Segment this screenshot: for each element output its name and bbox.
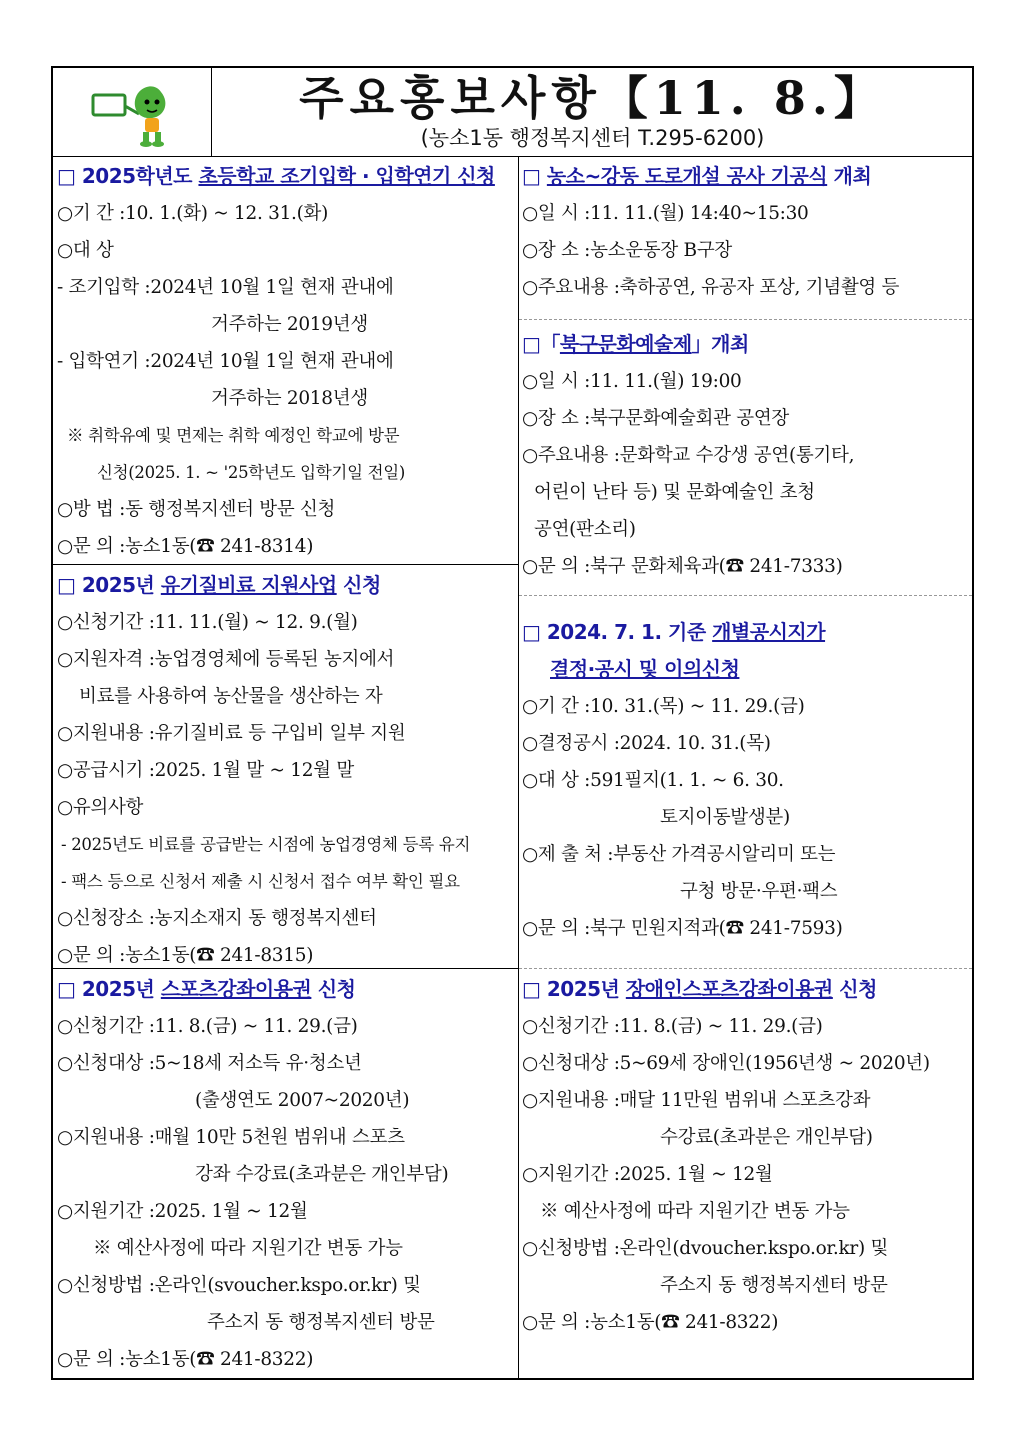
info-value: 북구문화예술회관 공연장 — [590, 408, 789, 429]
info-line — [57, 900, 517, 937]
info-label: ○장 소 : — [522, 408, 591, 429]
info-line-continued: (출생연도 2007~2020년) — [195, 1090, 410, 1111]
mascot-icon — [53, 68, 211, 156]
info-value: 농소1동(☎ 241-8314) — [125, 536, 314, 557]
heading-suffix: 개최 — [827, 164, 872, 188]
info-label: ○제 출 처 : — [522, 844, 614, 865]
info-line — [57, 491, 517, 528]
info-line-continued: 거주하는 2018년생 — [211, 388, 368, 409]
info-line-continued: 수강료(초과분은 개인부담) — [660, 1127, 873, 1148]
info-label: ○지원자격 : — [57, 649, 155, 670]
heading-link[interactable]: 스포츠강좌이용권 — [160, 977, 312, 1001]
info-line-continued: ※ 취학유예 및 면제는 취학 예정인 학교에 방문 — [67, 426, 400, 445]
info-line — [522, 1082, 972, 1119]
info-line-continued: 거주하는 2019년생 — [211, 314, 368, 335]
info-label: ○장 소 : — [522, 240, 591, 261]
heading-prefix: □ 2025년 — [57, 977, 161, 1001]
info-label: ○지원내용 : — [57, 1127, 155, 1148]
info-line — [57, 641, 517, 678]
info-line — [57, 232, 517, 269]
info-line-continued: - 2025년도 비료를 공급받는 시점에 농업경영체 등록 유지 — [61, 835, 471, 854]
info-line — [522, 269, 972, 306]
info-label: ○지원기간 : — [522, 1164, 620, 1185]
page-subtitle: (농소1동 행정복지센터 T.295-6200) — [420, 126, 765, 150]
info-value: 부동산 가격공시알리미 또는 — [613, 844, 836, 865]
info-value — [143, 789, 517, 826]
info-label: ○일 시 : — [522, 203, 591, 224]
info-line — [57, 715, 517, 752]
info-label: ○대 상 — [57, 240, 114, 261]
section-heading — [522, 971, 972, 1008]
info-value — [114, 232, 517, 269]
info-line-continued: 비료를 사용하여 농산물을 생산하는 자 — [79, 686, 383, 707]
info-line — [522, 725, 972, 762]
section-heading — [522, 614, 972, 651]
info-label: ○신청방법 : — [522, 1238, 620, 1259]
column-divider — [518, 156, 519, 1378]
info-value: 10. 31.(목) ~ 11. 29.(금) — [590, 696, 805, 717]
heading-link[interactable]: 유기질비료 지원사업 — [160, 573, 337, 597]
info-line-continued: 구청 방문·우편·팩스 — [680, 881, 838, 902]
info-line — [57, 1119, 517, 1156]
info-line — [522, 688, 972, 725]
section-bukgu-festival — [522, 326, 972, 585]
info-line — [522, 910, 972, 947]
heading-prefix: □ 2025학년도 — [57, 164, 199, 188]
info-line-continued: 토지이동발생분) — [660, 807, 790, 828]
info-value: 동 행정복지센터 방문 신청 — [125, 499, 336, 520]
info-label: ○결정공시 : — [522, 733, 620, 754]
info-value: 2024년 10월 1일 현재 관내에 — [150, 277, 394, 298]
mascot-logo — [53, 68, 212, 156]
info-label: ○문 의 : — [522, 918, 591, 939]
heading-suffix: 」개최 — [691, 332, 749, 356]
info-value: 온라인(dvoucher.kspo.or.kr) 및 — [619, 1238, 889, 1259]
section-organic-fertilizer — [57, 567, 517, 974]
info-label: - 조기입학 : — [57, 277, 151, 298]
info-value: 북구 문화체육과(☎ 241-7333) — [590, 556, 843, 577]
info-label: ○신청장소 : — [57, 908, 155, 929]
info-label: ○신청기간 : — [57, 1016, 155, 1037]
section-heading — [522, 158, 972, 195]
info-label: ○지원기간 : — [57, 1201, 155, 1222]
info-value: 591필지(1. 1. ~ 6. 30. — [590, 770, 784, 791]
heading-link[interactable]: 농소~강동 도로개설 공사 기공식 — [546, 164, 828, 188]
heading-prefix: □ — [522, 164, 547, 188]
info-value: 11. 8.(금) ~ 11. 29.(금) — [619, 1016, 823, 1037]
section-heading — [57, 158, 517, 195]
info-label: ○주요내용 : — [522, 445, 620, 466]
section-sports-voucher — [57, 971, 517, 1378]
info-line — [522, 1156, 972, 1193]
info-value: 농소1동(☎ 241-8322) — [590, 1312, 779, 1333]
heading-link[interactable]: 초등학교 조기입학 · 입학연기 신청 — [198, 164, 495, 188]
info-line-continued: 공연(판소리) — [534, 519, 636, 540]
info-line — [57, 752, 517, 789]
info-line-continued: - 팩스 등으로 신청서 제출 시 신청서 접수 여부 확인 필요 — [61, 872, 460, 891]
info-line — [57, 343, 517, 380]
info-value: 2024년 10월 1일 현재 관내에 — [150, 351, 394, 372]
info-label: ○문 의 : — [57, 536, 126, 557]
info-label: - 입학연기 : — [57, 351, 151, 372]
right-separator-2 — [519, 595, 972, 596]
info-line-continued: 강좌 수강료(초과분은 개인부담) — [195, 1164, 449, 1185]
info-value: 11. 11.(월) ~ 12. 9.(월) — [154, 612, 358, 633]
info-line-continued: 주소지 동 행정복지센터 방문 — [660, 1275, 888, 1296]
section-heading — [57, 971, 517, 1008]
info-label: ○문 의 : — [522, 1312, 591, 1333]
info-line — [522, 1045, 972, 1082]
info-value: 2025. 1월 말 ~ 12월 말 — [154, 760, 354, 781]
info-value: 농소1동(☎ 241-8315) — [125, 945, 314, 966]
info-label: ○공급시기 : — [57, 760, 155, 781]
left-separator-1 — [53, 564, 519, 565]
info-value: 농지소재지 동 행정복지센터 — [154, 908, 377, 929]
info-value: 북구 민원지적과(☎ 241-7593) — [590, 918, 843, 939]
info-line — [522, 836, 972, 873]
info-line — [522, 1008, 972, 1045]
section-heading — [57, 567, 517, 604]
info-value: 문화학교 수강생 공연(통기타, — [619, 445, 855, 466]
heading-link[interactable]: 결정·공시 및 이의신청 — [550, 657, 740, 681]
info-label: ○일 시 : — [522, 371, 591, 392]
right-separator-1 — [519, 319, 972, 320]
info-value: 온라인(svoucher.kspo.or.kr) 및 — [154, 1275, 421, 1296]
info-label: ○대 상 : — [522, 770, 591, 791]
info-value: 11. 8.(금) ~ 11. 29.(금) — [154, 1016, 358, 1037]
info-value: 2025. 1월 ~ 12월 — [154, 1201, 308, 1222]
info-line — [57, 1267, 517, 1304]
info-line-continued: ※ 예산사정에 따라 지원기간 변동 가능 — [93, 1238, 403, 1259]
info-line — [522, 400, 972, 437]
info-label: ○신청기간 : — [522, 1016, 620, 1037]
info-line — [57, 195, 517, 232]
heading-link[interactable]: 개별공시지가 — [712, 620, 826, 644]
page-title: 주요홍보사항【11. 8.】 — [299, 71, 886, 125]
info-label: ○신청방법 : — [57, 1275, 155, 1296]
info-line — [522, 437, 972, 474]
info-label: ○신청기간 : — [57, 612, 155, 633]
info-line — [522, 1304, 972, 1341]
info-value: 10. 1.(화) ~ 12. 31.(화) — [125, 203, 329, 224]
section-road-ceremony — [522, 158, 972, 306]
info-line — [57, 1045, 517, 1082]
section-disabled-sports-voucher — [522, 971, 972, 1341]
heading-prefix: □ 2025년 — [57, 573, 161, 597]
info-label: ○문 의 : — [57, 945, 126, 966]
info-value: 농소운동장 B구장 — [590, 240, 732, 261]
info-value: 농업경영체에 등록된 농지에서 — [154, 649, 395, 670]
info-label: ○주요내용 : — [522, 277, 620, 298]
info-label: ○지원내용 : — [57, 723, 155, 744]
info-label: ○유의사항 — [57, 797, 144, 818]
info-line — [522, 195, 972, 232]
info-label: ○문 의 : — [57, 1349, 126, 1370]
info-line — [57, 1193, 517, 1230]
info-value: 농소1동(☎ 241-8322) — [125, 1349, 314, 1370]
section-heading — [522, 326, 972, 363]
heading-link[interactable]: 장애인스포츠강좌이용권 — [625, 977, 833, 1001]
info-line — [57, 528, 517, 565]
info-label: ○기 간 : — [522, 696, 591, 717]
left-separator-2 — [53, 968, 519, 969]
info-line — [522, 762, 972, 799]
heading-suffix: 신청 — [336, 573, 381, 597]
info-label: ○문 의 : — [522, 556, 591, 577]
info-line — [57, 269, 517, 306]
info-line — [522, 363, 972, 400]
info-line-continued: 어린이 난타 등) 및 문화예술인 초청 — [534, 482, 815, 503]
info-value: 유기질비료 등 구입비 일부 지원 — [154, 723, 406, 744]
section-land-price — [522, 614, 972, 947]
info-line — [57, 604, 517, 641]
info-label: ○지원내용 : — [522, 1090, 620, 1111]
info-line-continued: ※ 예산사정에 따라 지원기간 변동 가능 — [540, 1201, 850, 1222]
right-separator-3 — [519, 968, 972, 969]
info-line-continued: 신청(2025. 1. ~ '25학년도 입학기일 전일) — [97, 463, 406, 482]
header — [53, 68, 972, 157]
info-line — [522, 548, 972, 585]
info-value: 2025. 1월 ~ 12월 — [619, 1164, 773, 1185]
info-line-continued: 주소지 동 행정복지센터 방문 — [207, 1312, 435, 1333]
heading-prefix: □ 2025년 — [522, 977, 626, 1001]
info-value: 축하공연, 유공자 포상, 기념촬영 등 — [619, 277, 900, 298]
heading-link[interactable]: 북구문화예술제 — [559, 332, 692, 356]
info-value: 11. 11.(월) 14:40~15:30 — [590, 203, 809, 224]
info-line — [57, 1341, 517, 1378]
info-line — [57, 789, 517, 826]
section-heading-line2 — [522, 651, 972, 688]
info-label: ○신청대상 : — [57, 1053, 155, 1074]
info-label: ○기 간 : — [57, 203, 126, 224]
info-label: ○신청대상 : — [522, 1053, 620, 1074]
info-value: 매월 10만 5천원 범위내 스포츠 — [154, 1127, 405, 1148]
heading-suffix: 신청 — [832, 977, 877, 1001]
heading-prefix: □「 — [522, 332, 560, 356]
info-value: 5~69세 장애인(1956년생 ~ 2020년) — [619, 1053, 930, 1074]
notice-frame — [51, 66, 974, 1380]
info-value: 매달 11만원 범위내 스포츠강좌 — [619, 1090, 871, 1111]
info-line — [57, 1008, 517, 1045]
heading-prefix: □ 2024. 7. 1. 기준 — [522, 620, 713, 644]
info-label: ○방 법 : — [57, 499, 126, 520]
info-value: 2024. 10. 31.(목) — [619, 733, 771, 754]
heading-suffix: 신청 — [311, 977, 356, 1001]
info-value: 5~18세 저소득 유·청소년 — [154, 1053, 362, 1074]
info-value: 11. 11.(월) 19:00 — [590, 371, 742, 392]
info-line — [522, 1230, 972, 1267]
section-school-admission — [57, 158, 517, 565]
info-line — [522, 232, 972, 269]
